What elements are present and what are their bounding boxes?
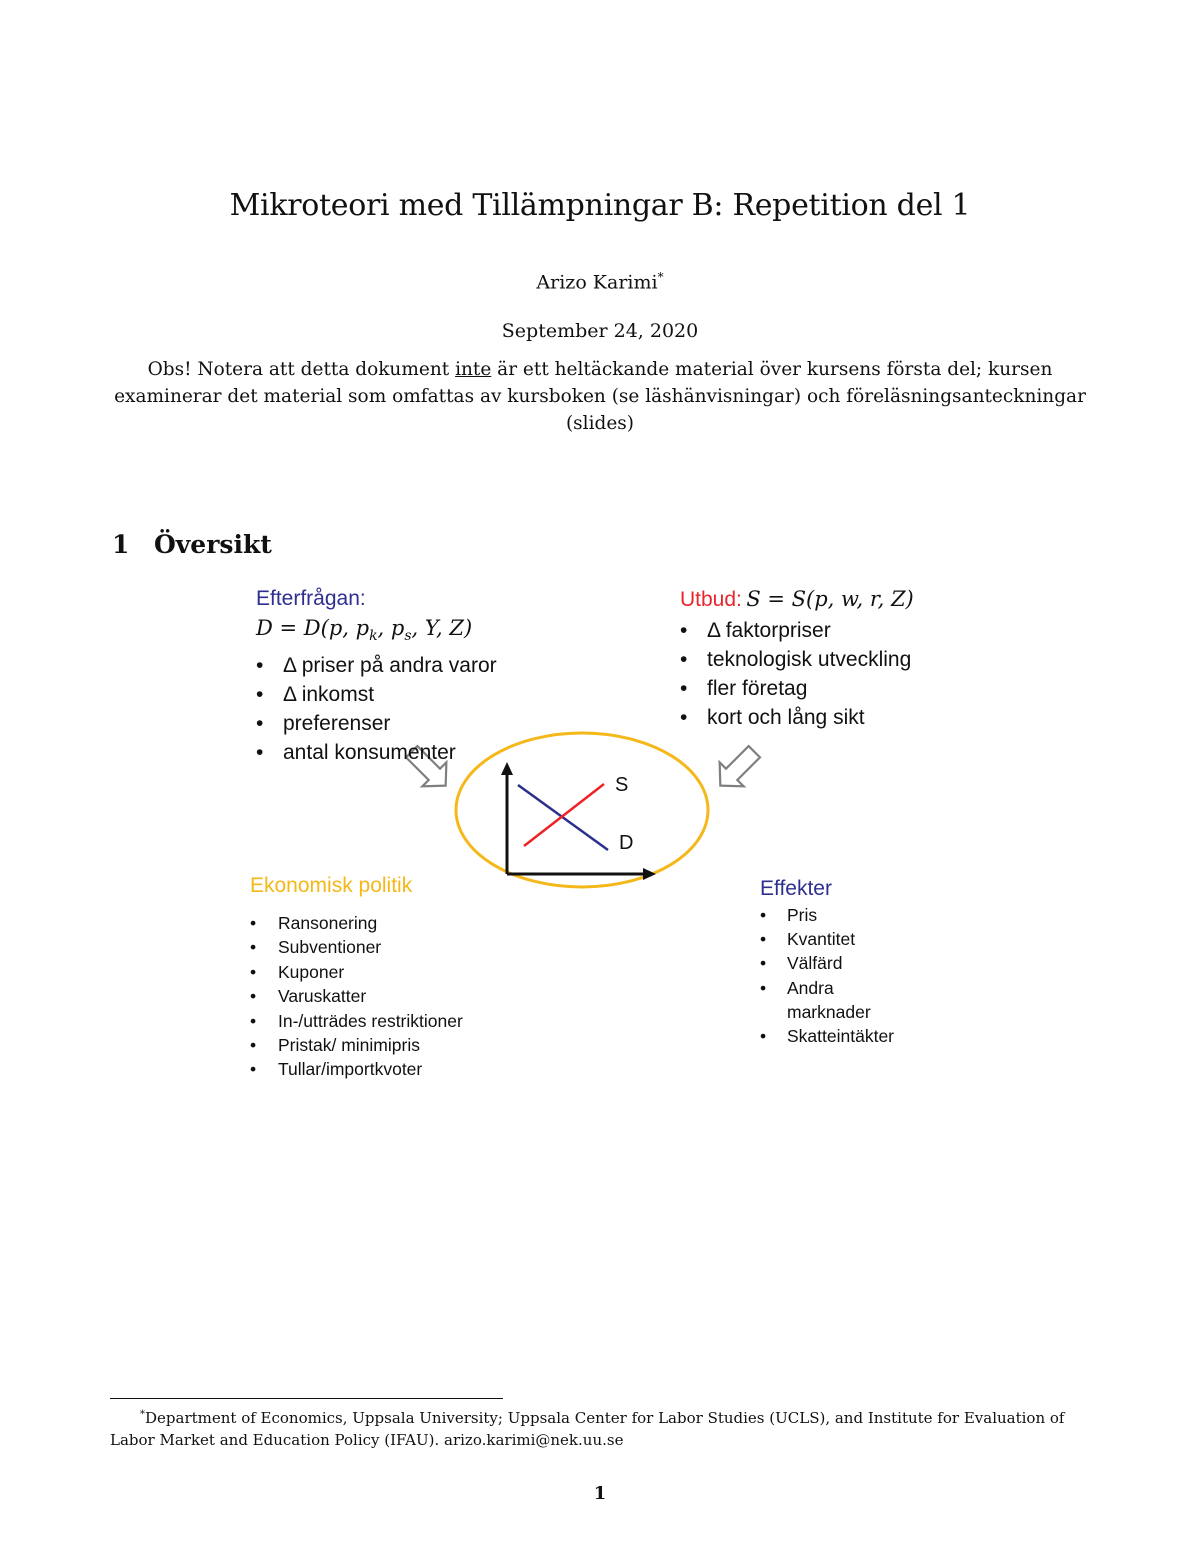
- author-name: Arizo Karimi: [536, 271, 658, 294]
- list-item: • Pristak/ minimipris: [250, 1033, 463, 1057]
- right-arrow-icon: [708, 740, 766, 798]
- note-part2: är ett heltäckande material över kursens första del; kursen examinerar det material som omfattas av kursboken (se läshänvisningar) och föreläsningsanteckningar (slides): [114, 359, 1086, 434]
- author-footnote-mark: *: [657, 270, 664, 284]
- document-date: September 24, 2020: [501, 320, 699, 342]
- effects-list: [760, 903, 897, 1048]
- supply-list: [680, 616, 914, 732]
- demand-list: [256, 651, 497, 767]
- list-item: • Subventioner: [250, 935, 463, 959]
- supply-heading: Utbud:: [680, 588, 742, 611]
- list-item: • Δ priser på andra varor: [256, 651, 497, 680]
- list-item: • Skatteintäkter: [760, 1024, 897, 1048]
- footnote-line2: Labor Market and Education Policy (IFAU). arizo.karimi@nek.uu.se: [110, 1431, 624, 1449]
- demand-formula-sub-k: k: [369, 628, 378, 645]
- demand-block: [256, 585, 497, 767]
- list-item: • Varuskatter: [250, 984, 463, 1008]
- page-number: 1: [593, 1483, 607, 1504]
- policy-block: [250, 874, 463, 1082]
- list-item: • Δ inkomst: [256, 680, 497, 709]
- graph-axes: [501, 762, 656, 880]
- note-underlined: inte: [455, 359, 492, 380]
- footnote: [110, 1404, 1095, 1451]
- supply-heading-row: [680, 585, 914, 616]
- effects-heading: Effekter: [760, 877, 832, 900]
- demand-formula-start: D = D(p, p: [256, 616, 370, 640]
- policy-list: [250, 911, 463, 1082]
- list-item: • In-/utträdes restriktioner: [250, 1009, 463, 1033]
- footnote-line1: Department of Economics, Uppsala University; Uppsala Center for Labor Studies (UCLS), and Institute for Evaluation of: [145, 1409, 1065, 1427]
- demand-label: D: [619, 832, 634, 854]
- list-item: • Kuponer: [250, 960, 463, 984]
- footnote-rule: [110, 1398, 503, 1399]
- footnote-mark: *: [140, 1409, 145, 1420]
- supply-curve: [524, 784, 604, 846]
- effects-block: [760, 877, 897, 1048]
- policy-heading: Ekonomisk politik: [250, 874, 413, 897]
- list-item: • Tullar/importkvoter: [250, 1057, 463, 1081]
- list-item: • teknologisk utveckling: [680, 645, 914, 674]
- supply-formula: S = S(p, w, r, Z): [746, 587, 914, 611]
- note-part1: Obs! Notera att detta dokument: [147, 359, 456, 380]
- list-item: • fler företag: [680, 674, 914, 703]
- list-item: • Pris: [760, 903, 897, 927]
- section-number: 1: [112, 530, 130, 559]
- demand-formula-end: , Y, Z): [411, 616, 473, 640]
- list-item: • kort och lång sikt: [680, 703, 914, 732]
- supply-block: [680, 585, 914, 732]
- document-title: Mikroteori med Tillämpningar B: Repetition del 1: [229, 188, 971, 223]
- demand-formula: [256, 613, 497, 651]
- list-item: • Andra marknader: [760, 976, 897, 1024]
- list-item: • Kvantitet: [760, 927, 897, 951]
- list-item: • preferenser: [256, 709, 497, 738]
- demand-formula-mid: , p: [377, 616, 405, 640]
- list-item: • Välfärd: [760, 951, 897, 975]
- list-item: • Δ faktorpriser: [680, 616, 914, 645]
- list-item: • antal konsumenter: [256, 738, 497, 767]
- demand-heading: Efterfrågan:: [256, 587, 366, 610]
- supply-label: S: [615, 774, 629, 796]
- list-item: • Ransonering: [250, 911, 463, 935]
- section-title: Översikt: [154, 530, 272, 559]
- demand-formula-sub-s: s: [404, 628, 412, 645]
